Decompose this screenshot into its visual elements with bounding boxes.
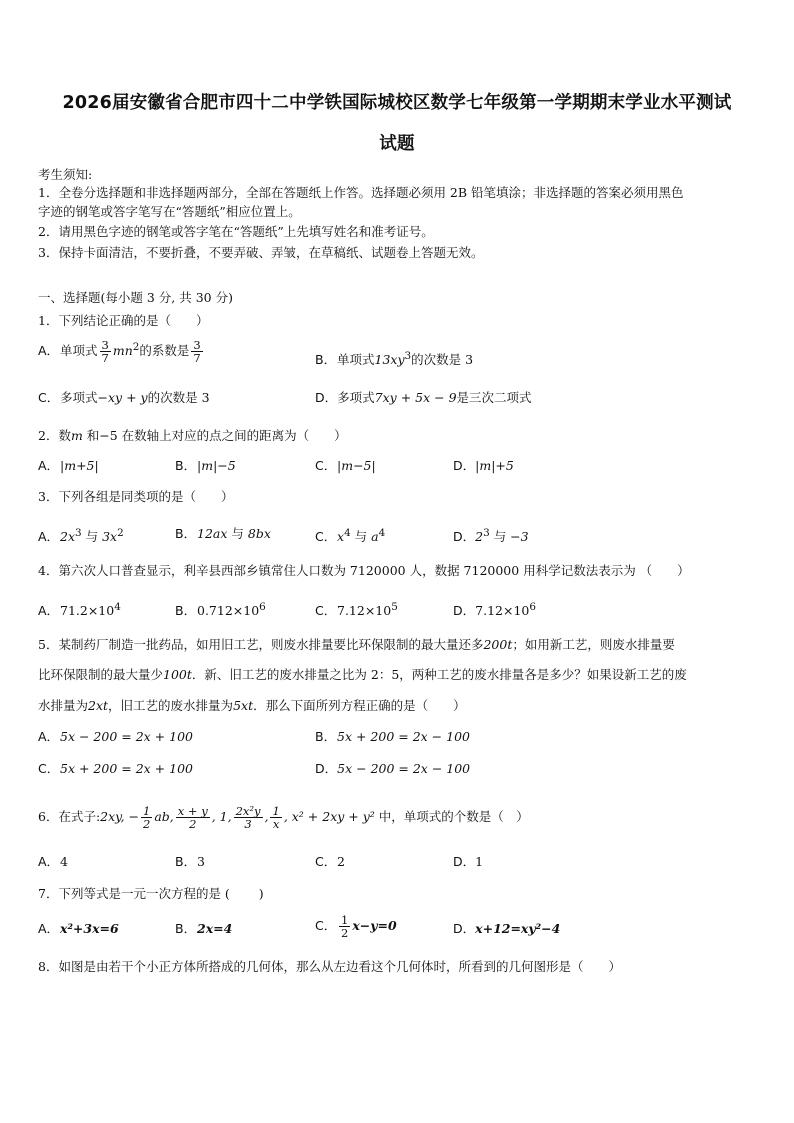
section-heading: 一、选择题(每小题 3 分, 共 30 分) xyxy=(38,290,233,305)
fraction: $\frac{3}{7}$ xyxy=(193,338,201,366)
math-expression: 7xy + 5x − 9 xyxy=(374,390,457,405)
option-label: C． xyxy=(315,529,337,545)
math-expression: 2x=4 xyxy=(197,921,233,936)
math-expression: mn xyxy=(112,343,133,359)
math-expression: |m|+5 xyxy=(475,458,514,473)
q7-option-b[interactable] xyxy=(175,920,232,937)
q3-option-a[interactable]: A．$2x^3$ 与 $3x^2$ xyxy=(38,527,124,545)
notice-heading: 考生须知: xyxy=(38,167,93,182)
q1-option-c[interactable] xyxy=(38,389,210,406)
q2-option-c[interactable] xyxy=(315,457,376,474)
fraction: $\frac{1}{2}$ xyxy=(143,804,151,831)
q4-option-a[interactable]: A．$71.2\times 10^4$ xyxy=(38,601,121,619)
exam-title-continued: 试题 xyxy=(379,134,415,154)
fraction: $\frac{1}{2}$ xyxy=(341,913,349,940)
option-label: D． xyxy=(453,603,476,619)
q3-stem: 3．下列各组是同类项的是（ ） xyxy=(38,489,234,504)
q6-option-a[interactable] xyxy=(38,853,68,870)
math-expression: x²+3x=6 xyxy=(60,921,119,936)
q5-option-a[interactable] xyxy=(38,728,193,745)
math-expression: 5x + 200 = 2x − 100 xyxy=(337,729,470,744)
math-expression: 13xy xyxy=(374,352,405,368)
option-label: A． xyxy=(38,603,60,619)
math-expression: |m+5| xyxy=(60,458,99,473)
option-text: 多项式 xyxy=(337,390,375,405)
q3-option-c[interactable]: C．$x^4$ 与 $a^4$ xyxy=(315,527,386,545)
q1-stem: 1．下列结论正确的是（ ） xyxy=(38,313,209,328)
notice-line-3: 2．请用黑色字迹的钢笔或答字笔在“答题纸”上先填写姓名和准考证号。 xyxy=(38,224,434,239)
option-label: B． xyxy=(175,921,197,936)
option-label: B． xyxy=(175,854,197,869)
option-label: A． xyxy=(38,458,60,473)
math-expression: 5x − 200 = 2x − 100 xyxy=(337,761,471,776)
q5-stem-line-3: 水排量为2xt，旧工艺的废水排量为5xt．那么下面所列方程正确的是（ ） xyxy=(38,698,466,713)
math-expression: |m|−5 xyxy=(197,458,236,473)
math-expression: x−y=0 xyxy=(352,918,397,933)
q4-option-b[interactable]: B．$0.712\times 10^6$ xyxy=(175,601,266,619)
option-label: C． xyxy=(315,854,337,869)
q6-option-c[interactable] xyxy=(315,853,345,870)
q1-option-a[interactable] xyxy=(38,339,205,364)
option-label: A． xyxy=(38,729,60,744)
option-label: D． xyxy=(453,458,476,473)
q7-option-a[interactable] xyxy=(38,920,119,937)
option-label: A． xyxy=(38,921,60,936)
option-text: 的次数是 3 xyxy=(411,352,474,368)
option-label: C． xyxy=(315,603,337,619)
notice-line-4: 3．保持卡面清洁，不要折叠，不要弄破、弄皱，在草稿纸、试题卷上答题无效。 xyxy=(38,245,484,260)
option-text: 是三次二项式 xyxy=(456,390,532,405)
q6-stem: 6．在式子:2xy, − $\frac{1}{2}$ ab, $\frac{x + y}{2}$ , 1, $\frac{\text{2x²y}}{3}$ , $\frac{1}{x}$ , x² + 2xy + y² 中，单项式的个数是（ ） xyxy=(38,804,529,831)
math-expression: 5x − 200 = 2x + 100 xyxy=(60,729,193,744)
q7-stem: 7．下列等式是一元一次方程的是 ( ) xyxy=(38,886,264,901)
q1-option-b[interactable] xyxy=(315,348,473,368)
option-label: D． xyxy=(453,854,476,869)
option-label: B． xyxy=(175,603,197,619)
math-expression: −xy + y xyxy=(97,390,148,405)
option-label: D． xyxy=(453,529,476,545)
q3-option-b[interactable]: B．12ax 与 8bx xyxy=(175,526,271,541)
fraction: $\frac{3}{7}$ xyxy=(101,338,109,366)
fraction: $\frac{1}{x}$ xyxy=(272,804,280,831)
q4-stem: 4．第六次人口普查显示，利辛县西部乡镇常住人口数为 7120000 人，数据 7120000 用科学记数法表示为 （ ） xyxy=(38,563,690,578)
option-text: 单项式 xyxy=(60,343,98,359)
q5-option-c[interactable] xyxy=(38,760,193,777)
option-text: 3 xyxy=(197,854,205,869)
exponent: 3 xyxy=(404,350,412,362)
exponent: 2 xyxy=(132,341,140,353)
q6-option-d[interactable] xyxy=(453,853,483,870)
q8-stem: 8．如图是由若干个小正方体所搭成的几何体，那么从左边看这个几何体时，所看到的几何图形是（ ） xyxy=(38,959,621,974)
q2-option-b[interactable] xyxy=(175,457,236,474)
q5-option-b[interactable] xyxy=(315,728,470,745)
fraction: $\frac{x + y}{2}$ xyxy=(177,804,208,831)
math-expression: 5x + 200 = 2x + 100 xyxy=(60,761,193,776)
option-label: D． xyxy=(453,921,476,936)
q5-stem-line-2: 比环保限制的最大量少100t．新、旧工艺的废水排量之比为 2：5，两种工艺的废水排量各是多少？如果设新工艺的废 xyxy=(38,667,687,682)
fraction: $\frac{\text{2x²y}}{3}$ xyxy=(235,804,261,831)
q1-option-d[interactable] xyxy=(315,389,532,406)
option-label: C． xyxy=(38,390,60,405)
option-text: 4 xyxy=(60,854,68,869)
notice-line-1: 1．全卷分选择题和非选择题两部分，全部在答题纸上作答。选择题必须用 2B 铅笔填涂；非选择题的答案必须用黑色 xyxy=(38,185,684,200)
option-text: 多项式 xyxy=(60,390,98,405)
option-label: A． xyxy=(38,529,60,545)
option-text: 的系数是 xyxy=(139,343,190,359)
option-label: B． xyxy=(175,526,197,541)
q7-option-c[interactable] xyxy=(315,914,397,939)
option-label: D． xyxy=(315,761,338,776)
option-label: B． xyxy=(175,458,197,473)
q4-option-d[interactable]: D．$7.12\times 10^6$ xyxy=(453,601,536,619)
exam-title: 2026届安徽省合肥市四十二中学铁国际城校区数学七年级第一学期期末学业水平测试 xyxy=(62,93,732,113)
option-text: 的次数是 3 xyxy=(147,390,210,405)
option-text: 1 xyxy=(475,854,484,869)
q5-stem-line-1: 5．某制药厂制造一批药品，如用旧工艺，则废水排量要比环保限制的最大量还多200t；如用新工艺，则废水排量要 xyxy=(38,637,675,652)
q4-option-c[interactable]: C．$7.12\times 10^5$ xyxy=(315,601,398,619)
option-label: C． xyxy=(38,761,60,776)
q7-option-d[interactable] xyxy=(453,920,560,937)
option-label: B． xyxy=(315,729,337,744)
q2-option-a[interactable] xyxy=(38,457,99,474)
math-expression: |m−5| xyxy=(337,458,376,473)
option-label: A． xyxy=(38,343,60,359)
math-expression: x+12=xy²−4 xyxy=(475,921,561,936)
option-label: C． xyxy=(315,918,337,933)
q3-option-d[interactable]: D．$2^3$ 与 −3 xyxy=(453,527,529,545)
notice-line-2: 字迹的钢笔或答字笔写在“答题纸”相应位置上。 xyxy=(38,204,301,219)
option-label: A． xyxy=(38,854,60,869)
option-text: 2 xyxy=(337,854,345,869)
option-text: 单项式 xyxy=(337,352,375,368)
option-label: D． xyxy=(315,390,338,405)
q2-option-d[interactable] xyxy=(453,457,514,474)
option-label: B． xyxy=(315,352,337,368)
option-label: C． xyxy=(315,458,337,473)
q6-option-b[interactable] xyxy=(175,853,205,870)
q2-stem: 2．数m 和−5 在数轴上对应的点之间的距离为（ ） xyxy=(38,428,347,443)
q5-option-d[interactable] xyxy=(315,760,470,777)
